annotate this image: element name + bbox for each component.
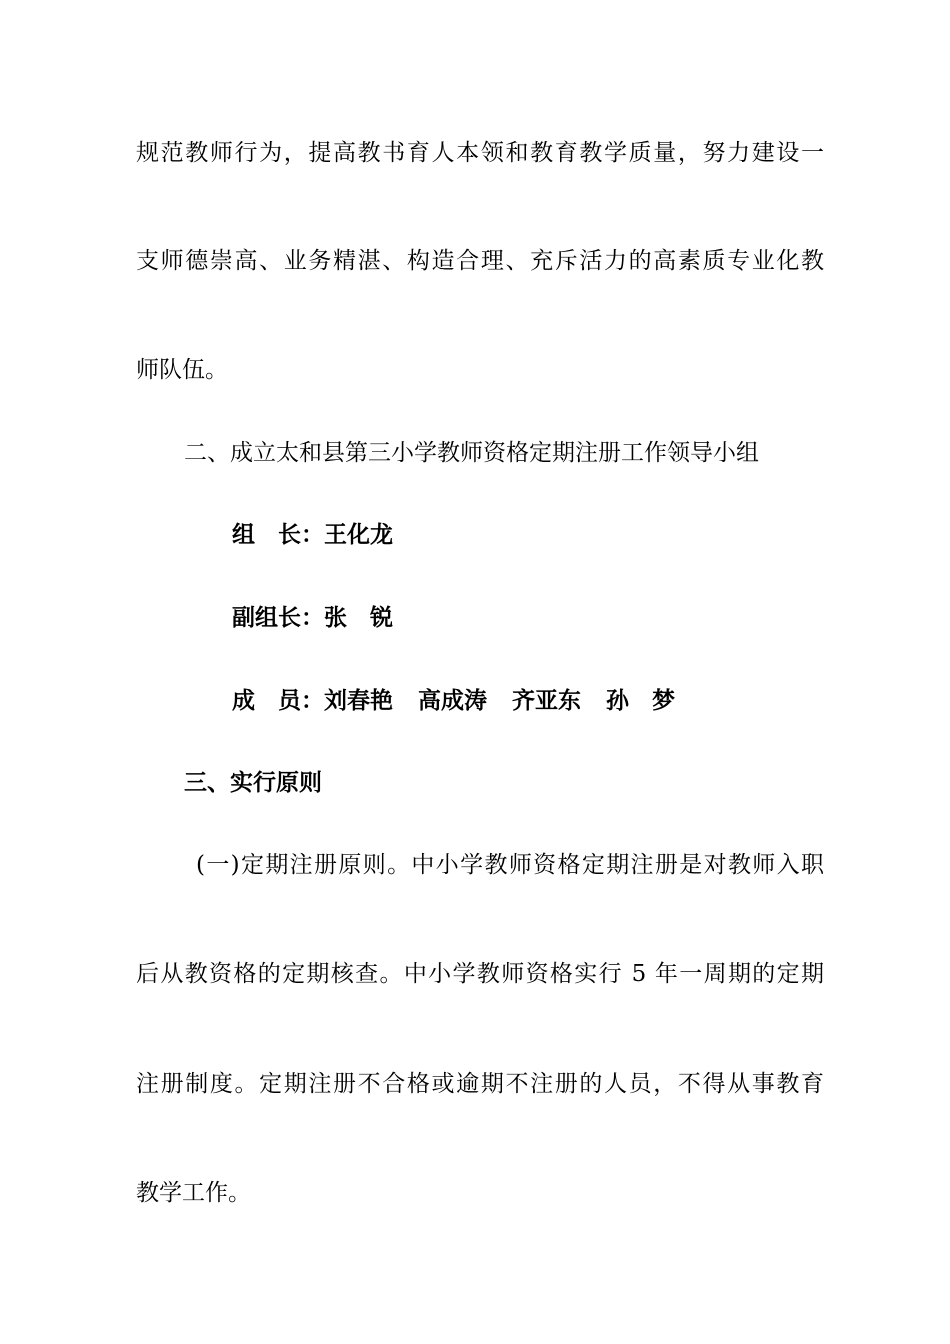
deputy-name: 张 锐	[324, 604, 393, 631]
paragraph-line: 注册制度。定期注册不合格或逾期不注册的人员，不得从事教育	[136, 1071, 824, 1097]
paragraph-line: 支师德崇高、业务精湛、构造合理、充斥活力的高素质专业化教	[136, 248, 824, 274]
paragraph-line: 教学工作。	[136, 1180, 251, 1206]
section-heading: 二、成立太和县第三小学教师资格定期注册工作领导小组	[184, 440, 759, 466]
leader-name: 王化龙	[324, 521, 393, 548]
deputy-label: 副组长：	[232, 604, 324, 631]
members-row	[232, 686, 675, 716]
paragraph-line: 规范教师行为，提高教书育人本领和教育教学质量，努力建设一	[136, 140, 824, 166]
section-heading: 三、实行原则	[184, 769, 322, 796]
member-name: 刘春艳	[324, 687, 393, 714]
member-name: 高成涛	[418, 687, 487, 714]
paragraph-line: 后从教资格的定期核查。中小学教师资格实行 5 年一周期的定期	[136, 961, 824, 987]
member-name: 齐亚东	[512, 687, 581, 714]
paragraph-line: (一)定期注册原则。中小学教师资格定期注册是对教师入职	[196, 852, 824, 878]
member-name: 孙 梦	[606, 687, 675, 714]
paragraph-line: 师队伍。	[136, 357, 228, 383]
members-label: 成 员：	[232, 687, 324, 714]
leader-row	[232, 520, 393, 550]
leader-label: 组 长：	[232, 521, 324, 548]
deputy-row	[232, 603, 393, 633]
